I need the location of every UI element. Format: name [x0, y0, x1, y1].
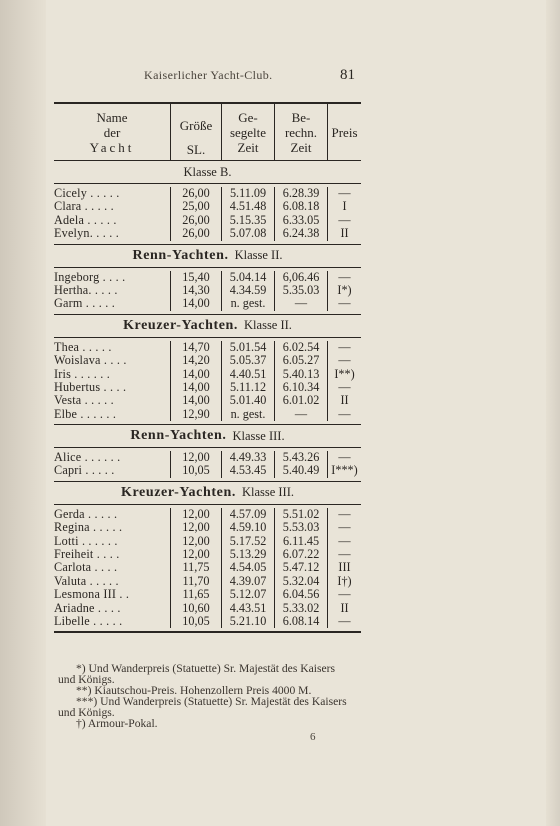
computed-time-cell: 5.43.26	[274, 451, 327, 464]
table-row	[54, 548, 361, 561]
footnote: und Königs.	[58, 673, 115, 686]
running-head: Kaiserlicher Yacht-Club.	[144, 68, 273, 82]
yacht-name-cell: Vesta . . . . .	[54, 394, 114, 408]
computed-time-cell: —	[274, 297, 327, 310]
yacht-size-cell: 14,20	[170, 354, 221, 367]
signature-mark: 6	[310, 731, 316, 743]
computed-time-cell: 6.11.45	[274, 535, 327, 548]
yacht-size-cell: 15,40	[170, 271, 221, 284]
section-rows	[54, 505, 361, 632]
table-row	[54, 381, 361, 394]
footnotes	[58, 663, 368, 729]
yacht-name-cell: Hubertus . . . .	[54, 380, 127, 394]
yacht-size-cell: 26,00	[170, 214, 221, 227]
sailed-time-cell: 4.54.05	[221, 561, 274, 574]
yacht-size-cell: 11,70	[170, 575, 221, 588]
prize-cell: —	[327, 408, 361, 421]
yacht-name-cell: Libelle . . . . .	[54, 614, 123, 628]
yacht-name-cell: Ariadne . . . .	[54, 601, 121, 615]
header-prize: Preis	[327, 104, 361, 160]
table-header	[54, 104, 361, 161]
table-row	[54, 588, 361, 601]
footnote: ***) Und Wanderpreis (Statuette) Sr. Majestät des Kaisers	[76, 695, 347, 708]
table-row	[54, 408, 361, 421]
yacht-name-cell: Evelyn. . . . .	[54, 227, 119, 241]
yacht-size-cell: 12,00	[170, 508, 221, 521]
page-edge	[546, 0, 560, 826]
computed-time-cell: 6.28.39	[274, 187, 327, 200]
yacht-size-cell: 11,75	[170, 561, 221, 574]
footnote: **) Kiautschou-Preis. Hohenzollern Preis 4000 M.	[76, 684, 312, 697]
yacht-name-cell: Capri . . . . .	[54, 464, 115, 478]
yacht-size-cell: 26,00	[170, 187, 221, 200]
computed-time-cell: 6.01.02	[274, 394, 327, 407]
computed-time-cell: 6.05.27	[274, 354, 327, 367]
computed-time-cell: 6.08.14	[274, 615, 327, 628]
prize-cell: —	[327, 354, 361, 367]
table-row	[54, 214, 361, 227]
table-row	[54, 464, 361, 477]
prize-cell: II	[327, 394, 361, 407]
yacht-size-cell: 25,00	[170, 200, 221, 213]
yacht-name-cell: Lesmona III . .	[54, 588, 130, 602]
table-row	[54, 354, 361, 367]
yacht-size-cell: 26,00	[170, 227, 221, 240]
computed-time-cell: 6.02.54	[274, 341, 327, 354]
yacht-name-cell: Carlota . . . .	[54, 561, 118, 575]
sailed-time-cell: 5.11.12	[221, 381, 274, 394]
prize-cell: —	[327, 548, 361, 561]
yacht-name-cell: Adela . . . . .	[54, 213, 117, 227]
table-row	[54, 615, 361, 628]
yacht-name-cell: Gerda . . . . .	[54, 507, 118, 521]
sailed-time-cell: 5.17.52	[221, 535, 274, 548]
yacht-name-cell: Clara . . . . .	[54, 200, 114, 214]
table-sections	[54, 161, 361, 631]
header-name: Name der Yacht	[89, 109, 135, 155]
section-class: Klasse II.	[234, 248, 283, 263]
prize-cell: —	[327, 615, 361, 628]
yacht-size-cell: 10,05	[170, 615, 221, 628]
section-type: Renn-Yachten.	[132, 247, 229, 263]
yacht-size-cell: 14,00	[170, 368, 221, 381]
yacht-size-cell: 12,00	[170, 535, 221, 548]
computed-time-cell: 5.35.03	[274, 284, 327, 297]
yacht-size-cell: 11,65	[170, 588, 221, 601]
page-number: 81	[340, 67, 355, 83]
prize-cell: I*)	[327, 284, 361, 297]
section-heading	[54, 482, 361, 505]
sailed-time-cell: 4.51.48	[221, 200, 274, 213]
sailed-time-cell: 5.21.10	[221, 615, 274, 628]
section-rows	[54, 338, 361, 425]
sailed-time-cell: 4.39.07	[221, 575, 274, 588]
sailed-time-cell: 5.04.14	[221, 271, 274, 284]
scan-shadow	[0, 0, 46, 826]
table-row	[54, 187, 361, 200]
footnote: und Königs.	[58, 706, 115, 719]
table-row	[54, 451, 361, 464]
computed-time-cell: 6,06.46	[274, 271, 327, 284]
yacht-size-cell: 10,05	[170, 464, 221, 477]
computed-time-cell: 6.08.18	[274, 200, 327, 213]
table-row	[54, 271, 361, 284]
yacht-name-cell: Hertha. . . . .	[54, 283, 118, 297]
yacht-name-cell: Alice . . . . . .	[54, 451, 121, 465]
table-row	[54, 368, 361, 381]
prize-cell: I**)	[327, 368, 361, 381]
header-size: Größe SL.	[170, 104, 221, 160]
computed-time-cell: 5.53.03	[274, 521, 327, 534]
table-row	[54, 521, 361, 534]
yacht-size-cell: 12,00	[170, 548, 221, 561]
computed-time-cell: 5.33.02	[274, 602, 327, 615]
prize-cell: —	[327, 187, 361, 200]
table-row	[54, 602, 361, 615]
yacht-name-cell: Regina . . . . .	[54, 521, 123, 535]
prize-cell: —	[327, 297, 361, 310]
header-sailed-time: Ge- segelte Zeit	[221, 104, 274, 160]
section-rows	[54, 184, 361, 245]
sailed-time-cell: 4.43.51	[221, 602, 274, 615]
sailed-time-cell: 5.13.29	[221, 548, 274, 561]
sailed-time-cell: 4.40.51	[221, 368, 274, 381]
sailed-time-cell: 5.15.35	[221, 214, 274, 227]
yacht-name-cell: Elbe . . . . . .	[54, 407, 117, 421]
results-table	[54, 102, 361, 633]
section-type: Kreuzer-Yachten.	[123, 317, 239, 333]
section-type: Kreuzer-Yachten.	[120, 484, 236, 500]
yacht-size-cell: 14,00	[170, 381, 221, 394]
yacht-name-cell: Lotti . . . . . .	[54, 534, 118, 548]
sailed-time-cell: 5.01.40	[221, 394, 274, 407]
computed-time-cell: 5.51.02	[274, 508, 327, 521]
table-row	[54, 561, 361, 574]
yacht-size-cell: 12,00	[170, 521, 221, 534]
prize-cell: —	[327, 341, 361, 354]
yacht-name-cell: Garm . . . . .	[54, 297, 116, 311]
computed-time-cell: —	[274, 408, 327, 421]
section-class: Klasse B.	[183, 164, 232, 179]
yacht-size-cell: 14,00	[170, 394, 221, 407]
computed-time-cell: 6.07.22	[274, 548, 327, 561]
prize-cell: II	[327, 602, 361, 615]
sailed-time-cell: 5.07.08	[221, 227, 274, 240]
section-class: Klasse III.	[241, 485, 295, 500]
sailed-time-cell: n. gest.	[221, 408, 274, 421]
computed-time-cell: 5.32.04	[274, 575, 327, 588]
table-row	[54, 297, 361, 310]
prize-cell: II	[327, 227, 361, 240]
prize-cell: —	[327, 521, 361, 534]
sailed-time-cell: 5.05.37	[221, 354, 274, 367]
prize-cell: —	[327, 508, 361, 521]
computed-time-cell: 5.40.49	[274, 464, 327, 477]
prize-cell: I***)	[327, 464, 361, 477]
yacht-size-cell: 12,90	[170, 408, 221, 421]
prize-cell: —	[327, 381, 361, 394]
table-row	[54, 535, 361, 548]
section-class: Klasse II.	[244, 318, 292, 333]
section-class: Klasse III.	[232, 428, 285, 443]
header-computed-time: Be- rechn. Zeit	[274, 104, 327, 160]
prize-cell: —	[327, 271, 361, 284]
table-row	[54, 284, 361, 297]
yacht-size-cell: 12,00	[170, 451, 221, 464]
sailed-time-cell: 4.57.09	[221, 508, 274, 521]
footnote: †) Armour-Pokal.	[76, 717, 158, 730]
yacht-size-cell: 14,00	[170, 297, 221, 310]
computed-time-cell: 6.04.56	[274, 588, 327, 601]
computed-time-cell: 5.40.13	[274, 368, 327, 381]
sailed-time-cell: 5.12.07	[221, 588, 274, 601]
sailed-time-cell: 5.01.54	[221, 341, 274, 354]
prize-cell: —	[327, 588, 361, 601]
section-heading	[54, 245, 361, 268]
yacht-name-cell: Thea . . . . .	[54, 340, 112, 354]
computed-time-cell: 6.33.05	[274, 214, 327, 227]
section-rows	[54, 448, 361, 482]
prize-cell: —	[327, 451, 361, 464]
section-heading	[54, 315, 361, 338]
prize-cell: I	[327, 200, 361, 213]
computed-time-cell: 6.10.34	[274, 381, 327, 394]
sailed-time-cell: 4.59.10	[221, 521, 274, 534]
sailed-time-cell: 4.49.33	[221, 451, 274, 464]
table-row	[54, 575, 361, 588]
section-rows	[54, 268, 361, 315]
yacht-size-cell: 10,60	[170, 602, 221, 615]
table-row	[54, 394, 361, 407]
section-type: Renn-Yachten.	[130, 428, 227, 444]
sailed-time-cell: 4.34.59	[221, 284, 274, 297]
computed-time-cell: 5.47.12	[274, 561, 327, 574]
section-heading	[54, 425, 361, 448]
section-heading	[54, 161, 361, 184]
prize-cell: —	[327, 535, 361, 548]
yacht-name-cell: Iris . . . . . .	[54, 367, 111, 381]
yacht-name-cell: Freiheit . . . .	[54, 548, 120, 562]
yacht-name-cell: Valuta . . . . .	[54, 574, 119, 588]
table-row	[54, 200, 361, 213]
prize-cell: I†)	[327, 575, 361, 588]
yacht-size-cell: 14,70	[170, 341, 221, 354]
sailed-time-cell: 5.11.09	[221, 187, 274, 200]
yacht-name-cell: Woislava . . . .	[54, 354, 127, 368]
table-row	[54, 508, 361, 521]
prize-cell: —	[327, 214, 361, 227]
computed-time-cell: 6.24.38	[274, 227, 327, 240]
table-row	[54, 227, 361, 240]
yacht-size-cell: 14,30	[170, 284, 221, 297]
sailed-time-cell: 4.53.45	[221, 464, 274, 477]
table-row	[54, 341, 361, 354]
yacht-name-cell: Ingeborg . . . .	[54, 270, 126, 284]
prize-cell: III	[327, 561, 361, 574]
footnote: *) Und Wanderpreis (Statuette) Sr. Majestät des Kaisers	[76, 662, 336, 675]
sailed-time-cell: n. gest.	[221, 297, 274, 310]
yacht-name-cell: Cicely . . . . .	[54, 187, 120, 200]
